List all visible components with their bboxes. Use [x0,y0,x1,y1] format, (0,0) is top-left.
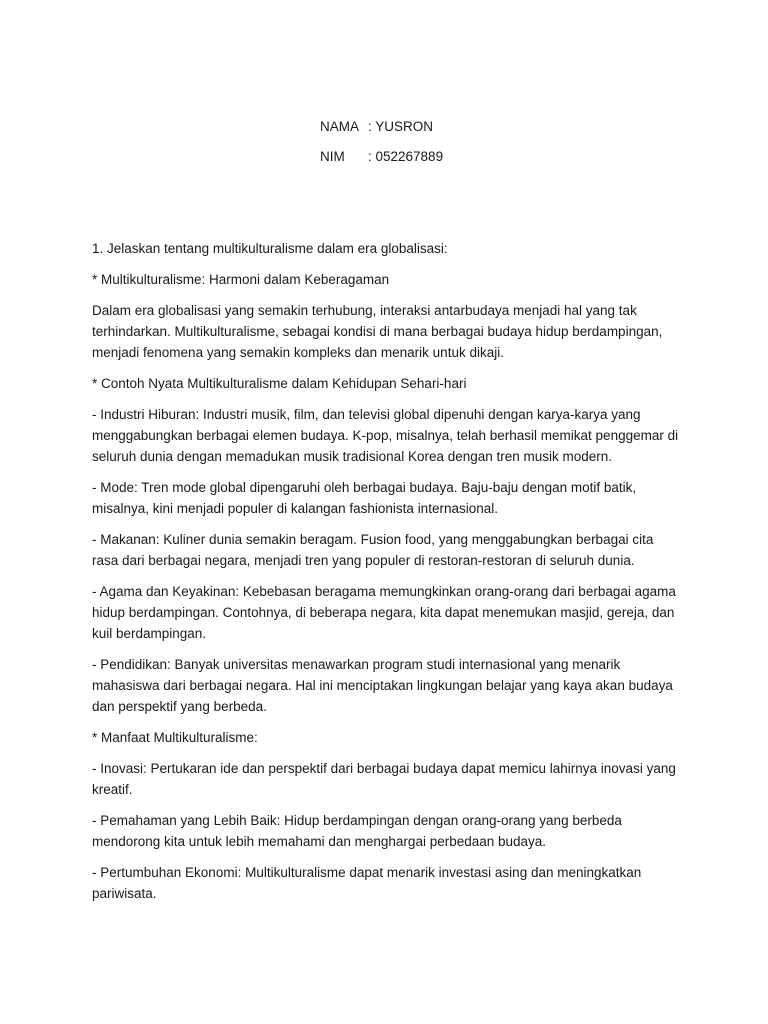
example-item: - Agama dan Keyakinan: Kebebasan beragama memungkinkan orang-orang dari berbagai agama hidup berdampingan. Contohnya, di beberapa negara, kita dapat menemukan masjid, gereja, dan kuil berdampingan. [92,584,676,641]
nim-value: : 052267889 [368,149,444,164]
example-item: - Mode: Tren mode global dipengaruhi oleh berbagai budaya. Baju-baju dengan motif batik, misalnya, kini menjadi populer di kalangan fashionista internasional. [92,480,637,516]
intro-paragraph: Dalam era globalisasi yang semakin terhubung, interaksi antarbudaya menjadi hal yang tak terhindarkan. Multikulturalisme, sebagai kondisi di mana berbagai budaya hidup berdampingan, menjadi fenomena yang semakin kompleks dan menarik untuk dikaji. [92,303,663,360]
nim-row [320,147,443,167]
example-item: - Pendidikan: Banyak universitas menawarkan program studi internasional yang menarik mahasiswa dari berbagai negara. Hal ini menciptakan lingkungan belajar yang kaya akan budaya dan perspektif yang berbeda. [92,657,673,714]
student-identity-header [320,117,443,167]
nim-label: NIM [320,149,345,164]
benefit-item: - Inovasi: Pertukaran ide dan perspektif dari berbagai budaya dapat memicu lahirnya inovasi yang kreatif. [92,761,676,797]
name-row [320,117,443,137]
example-item: - Industri Hiburan: Industri musik, film, dan televisi global dipenuhi dengan karya-karya yang menggabungkan berbagai elemen budaya. K-pop, misalnya, telah berhasil memikat penggemar di seluruh dunia dengan memadukan musik tradisional Korea dengan tren musik modern. [92,407,679,464]
example-item: - Makanan: Kuliner dunia semakin beragam. Fusion food, yang menggabungkan berbagai cita rasa dari berbagai negara, menjadi tren yang populer di restoran-restoran di seluruh dunia. [92,532,654,568]
benefit-item: - Pemahaman yang Lebih Baik: Hidup berdampingan dengan orang-orang yang berbeda mendorong kita untuk lebih memahami dan menghargai perbedaan budaya. [92,813,622,849]
benefits-heading: * Manfaat Multikulturalisme: [92,730,258,745]
benefit-item: - Pertumbuhan Ekonomi: Multikulturalisme dapat menarik investasi asing dan meningkatkan pariwisata. [92,865,642,901]
question-text: 1. Jelaskan tentang multikulturalisme dalam era globalisasi: [92,241,448,256]
document-body [92,238,682,914]
name-label: NAMA [320,119,360,134]
section-subtitle: * Multikulturalisme: Harmoni dalam Keberagaman [92,272,390,287]
name-value: : YUSRON [368,119,434,134]
examples-heading: * Contoh Nyata Multikulturalisme dalam Kehidupan Sehari-hari [92,376,467,391]
